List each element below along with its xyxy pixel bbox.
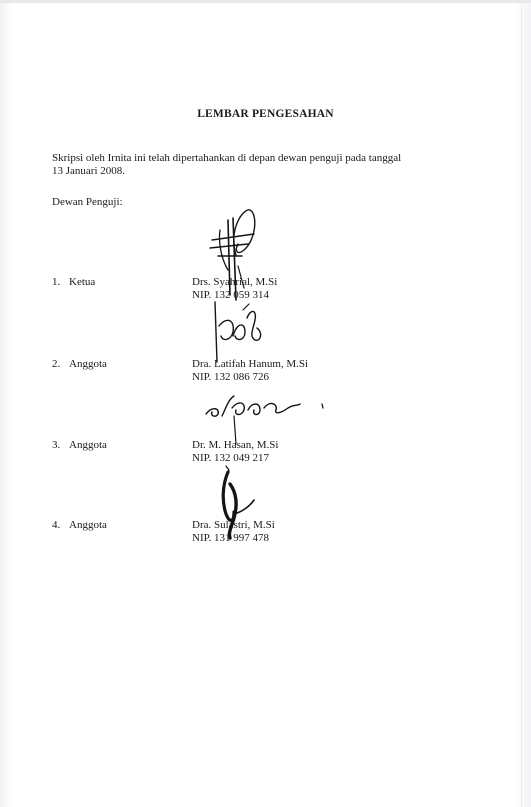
intro-paragraph xyxy=(52,152,472,178)
examiner-number: 4. xyxy=(52,519,61,531)
examiner-row-4 xyxy=(52,519,472,549)
scan-edge xyxy=(0,0,531,3)
examiner-role: Anggota xyxy=(69,519,107,531)
examiner-name: Drs. Syahrial, M.Si xyxy=(192,276,278,288)
examiner-nip: NIP. 132 049 217 xyxy=(192,452,270,464)
examiner-role: Anggota xyxy=(69,439,107,451)
examiner-role: Anggota xyxy=(69,358,107,370)
examiner-row-3 xyxy=(52,439,472,469)
examiner-nip: NIP. 131 997 478 xyxy=(192,532,270,544)
intro-line-1: Skripsi oleh Irnita ini telah dipertahankan di depan dewan penguji pada tanggal xyxy=(52,152,402,164)
examiner-role: Ketua xyxy=(69,276,96,288)
examiner-row-2 xyxy=(52,358,472,388)
examiner-nip: NIP. 132 059 314 xyxy=(192,289,270,301)
page-title: LEMBAR PENGESAHAN xyxy=(197,108,334,120)
scan-margin-line xyxy=(521,0,522,807)
committee-label: Dewan Penguji: xyxy=(52,196,123,208)
examiner-nip: NIP. 132 086 726 xyxy=(192,371,270,383)
intro-line-2: 13 Januari 2008. xyxy=(52,165,126,177)
examiner-row-1 xyxy=(52,276,472,306)
examiner-name: Dra. Latifah Hanum, M.Si xyxy=(192,358,309,370)
examiner-number: 3. xyxy=(52,439,61,451)
examiner-number: 1. xyxy=(52,276,61,288)
examiner-name: Dra. Sulastri, M.Si xyxy=(192,519,275,531)
examiner-number: 2. xyxy=(52,358,61,370)
examiner-name: Dr. M. Hasan, M.Si xyxy=(192,439,279,451)
